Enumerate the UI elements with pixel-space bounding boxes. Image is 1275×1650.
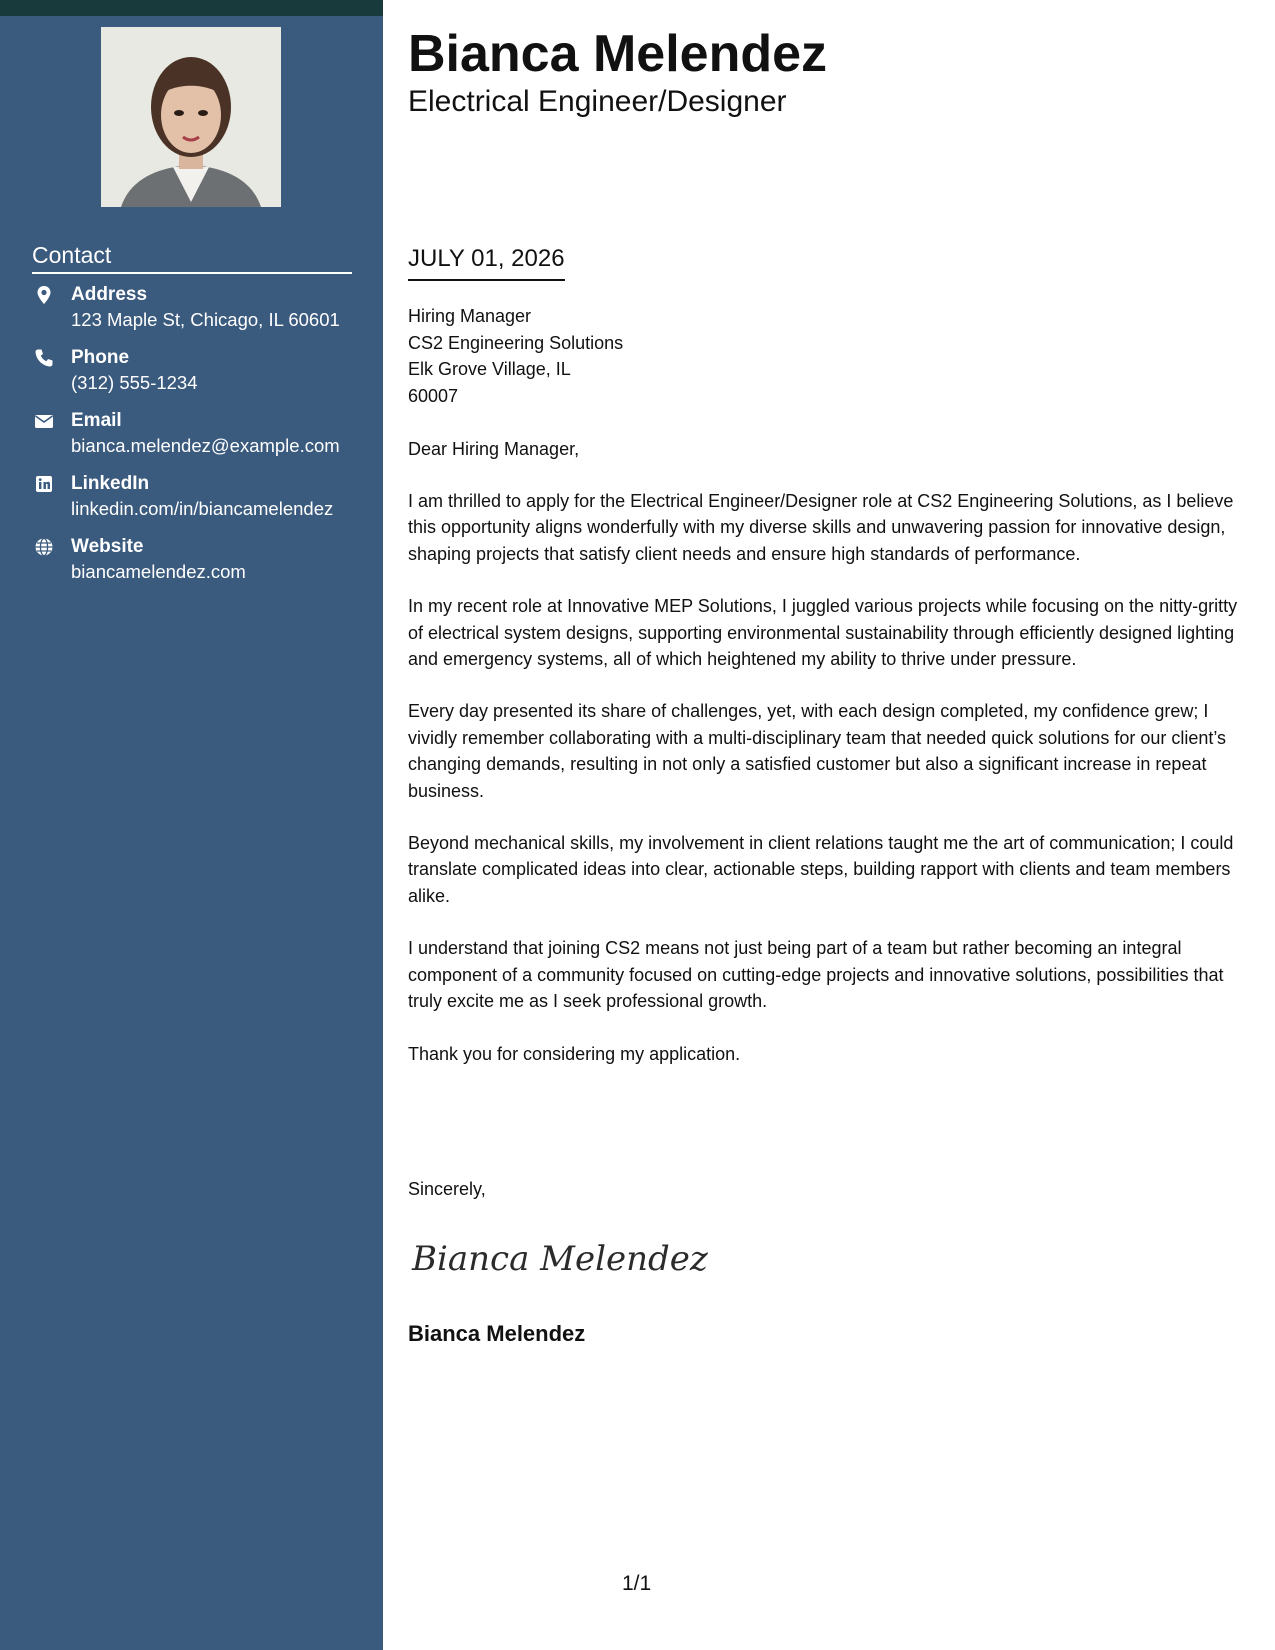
recipient-line: Hiring Manager xyxy=(408,306,532,326)
contact-value-website[interactable]: biancamelendez.com xyxy=(71,561,246,582)
contact-value-email[interactable]: bianca.melendez@example.com xyxy=(71,435,340,456)
letter-date: JULY 01, 2026 xyxy=(408,243,565,281)
contact-label: Website xyxy=(71,536,144,557)
body-paragraph: In my recent role at Innovative MEP Solutions, I juggled various projects while focusing on the nitty-gritty of electrical system designs, supporting environmental sustainability through efficiently designed lighting and emergency systems, all of which heightened my ability to thrive under pressure. xyxy=(408,596,1238,670)
contact-heading: Contact xyxy=(32,240,352,274)
contact-item-address xyxy=(32,283,372,346)
contact-value-address: 123 Maple St, Chicago, IL 60601 xyxy=(71,309,340,330)
recipient-line: Elk Grove Village, IL xyxy=(408,359,571,379)
letter-body xyxy=(408,488,1248,1093)
contact-item-email xyxy=(32,409,372,472)
body-paragraph: I understand that joining CS2 means not just being part of a team but rather becoming an integral component of a community focused on cutting-edge projects and innovative solutions, possibilities that truly excite me as I seek professional growth. xyxy=(408,938,1224,1012)
contact-label: Address xyxy=(71,284,148,305)
handwritten-signature xyxy=(408,1232,708,1282)
contact-label: Email xyxy=(71,410,122,431)
contact-item-website xyxy=(32,535,372,598)
svg-text:Bianca Melendez: Bianca Melendez xyxy=(412,1239,708,1279)
contact-label: Phone xyxy=(71,347,130,368)
linkedin-icon xyxy=(34,474,54,494)
salutation: Dear Hiring Manager, xyxy=(408,439,580,459)
body-paragraph: Thank you for considering my application. xyxy=(408,1043,741,1064)
contact-item-linkedin xyxy=(32,472,372,535)
profile-photo xyxy=(101,27,281,207)
body-paragraph: I am thrilled to apply for the Electrical Engineer/Designer role at CS2 Engineering Solutions, as I believe this opportunity aligns wonderfully with my diverse skills and unwavering passion for innovative design, shaping projects that satisfy client needs and ensure high standards of performance. xyxy=(408,491,1234,564)
envelope-icon xyxy=(34,411,54,431)
map-pin-icon xyxy=(34,285,54,305)
applicant-role: Electrical Engineer/Designer xyxy=(408,85,787,118)
contact-label: LinkedIn xyxy=(71,473,150,494)
applicant-name: Bianca Melendez xyxy=(408,25,828,83)
page-number: 1/1 xyxy=(622,1572,652,1595)
recipient-block xyxy=(408,303,623,409)
contact-list xyxy=(32,283,372,598)
signer-name: Bianca Melendez xyxy=(408,1321,586,1346)
contact-value-linkedin[interactable]: linkedin.com/in/biancamelendez xyxy=(71,498,334,519)
contact-item-phone xyxy=(32,346,372,409)
portrait-illustration xyxy=(101,27,281,207)
sidebar-top-strip xyxy=(0,0,383,16)
body-paragraph: Beyond mechanical skills, my involvement in client relations taught me the art of communication; I could translate complicated ideas into clear, actionable steps, building rapport with clients and team members alike. xyxy=(408,833,1234,906)
closing: Sincerely, xyxy=(408,1179,486,1199)
contact-value-phone[interactable]: (312) 555-1234 xyxy=(71,372,198,393)
phone-icon xyxy=(34,348,54,368)
globe-icon xyxy=(34,537,54,557)
recipient-line: 60007 xyxy=(408,385,459,406)
sidebar xyxy=(0,0,383,1650)
recipient-line: CS2 Engineering Solutions xyxy=(408,332,624,353)
body-paragraph: Every day presented its share of challenges, yet, with each design completed, my confidence grew; I vividly remember collaborating with a multi-disciplinary team that needed quick solutions for our client’s changing demands, resulting in not only a satisfied customer but also a significant increase in repeat business. xyxy=(408,701,1227,801)
